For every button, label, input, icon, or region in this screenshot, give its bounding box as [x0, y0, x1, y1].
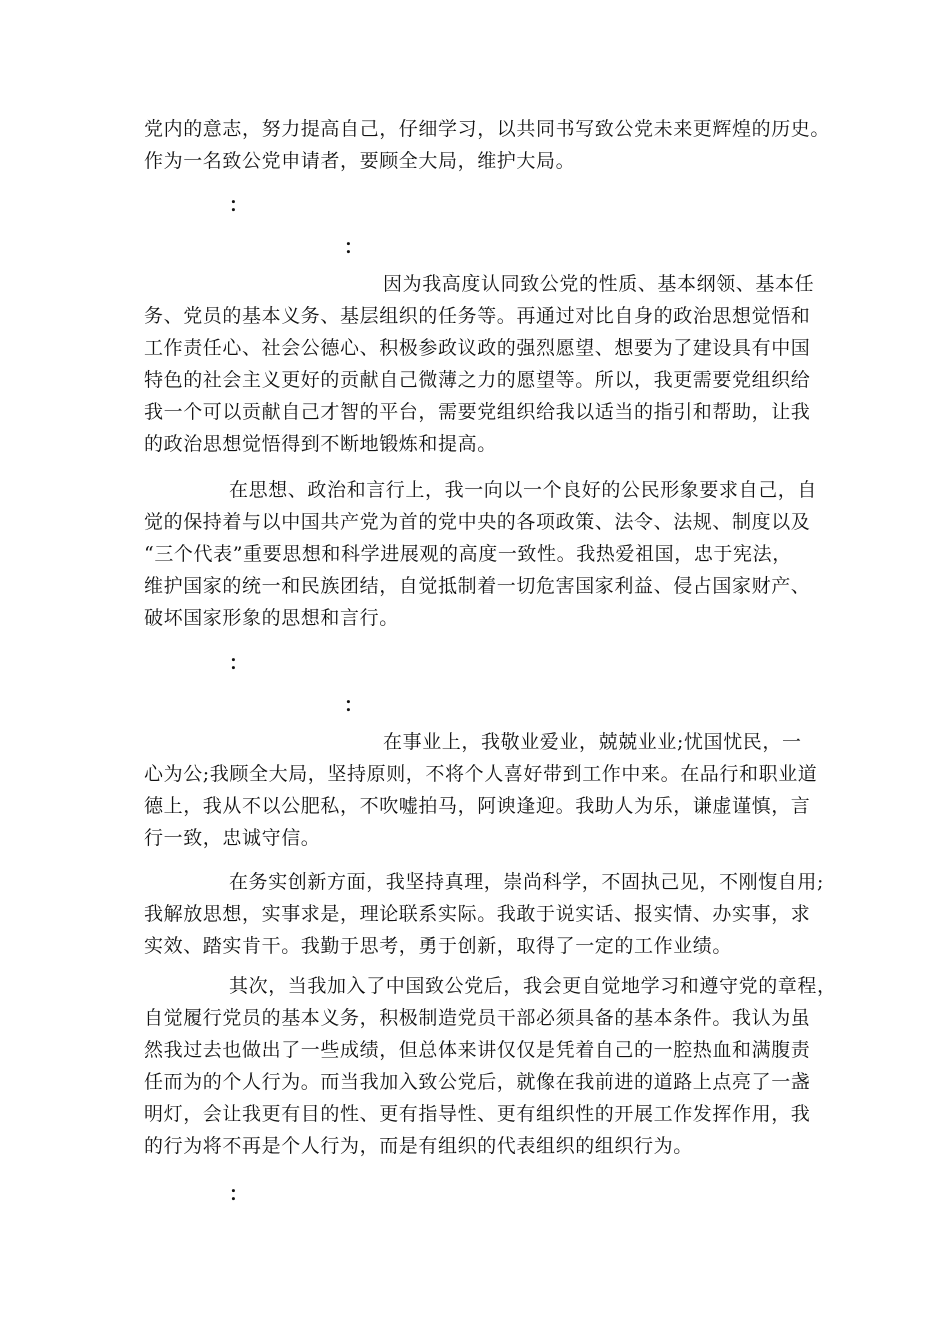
paragraph-2-line-5: 我一个可以贡献自己才智的平台，需要党组织给我以适当的指引和帮助，让我	[144, 401, 811, 423]
paragraph-4-line-1: 在事业上，我敬业爱业，兢兢业业;忧国忧民，一	[383, 731, 802, 753]
paragraph-5-line-1: 在务实创新方面，我坚持真理，崇尚科学，不固执己见，不刚愎自用;	[229, 871, 825, 893]
paragraph-5-line-2: 我解放思想，实事求是，理论联系实际。我敢于说实话、报实情、办实事，求	[144, 903, 811, 925]
paragraph-5-line-3: 实效、踏实肯干。我勤于思考，勇于创新，取得了一定的工作业绩。	[144, 935, 733, 957]
paragraph-3-line-2: 觉的保持着与以中国共产党为首的党中央的各项政策、法令、法规、制度以及	[144, 511, 811, 533]
paragraph-3-line-1: 在思想、政治和言行上，我一向以一个良好的公民形象要求自己，自	[229, 479, 818, 501]
paragraph-3-line-5: 破坏国家形象的思想和言行。	[144, 607, 399, 629]
paragraph-1-line-1: 党内的意志，努力提高自己，仔细学习，以共同书写致公党未来更辉煌的历史。	[144, 118, 831, 140]
paragraph-2-line-6: 的政治思想觉悟得到不断地锻炼和提高。	[144, 433, 497, 455]
colon-mark-3: ：	[229, 652, 249, 674]
colon-mark-4: ：	[344, 694, 364, 716]
colon-mark-5: ：	[229, 1183, 249, 1205]
paragraph-2-line-3: 工作责任心、社会公德心、积极参政议政的强烈愿望、想要为了建设具有中国	[144, 337, 811, 359]
paragraph-6-line-4: 任而为的个人行为。而当我加入致公党后，就像在我前进的道路上点亮了一盏	[144, 1071, 811, 1093]
paragraph-2-line-1: 因为我高度认同致公党的性质、基本纲领、基本任	[383, 273, 815, 295]
paragraph-1-line-2: 作为一名致公党申请者，要顾全大局，维护大局。	[144, 150, 576, 172]
colon-mark-2: ：	[344, 236, 364, 258]
paragraph-3-line-4: 维护国家的统一和民族团结，自觉抵制着一切危害国家利益、侵占国家财产、	[144, 575, 811, 597]
paragraph-6-line-5: 明灯，会让我更有目的性、更有指导性、更有组织性的开展工作发挥作用，我	[144, 1103, 811, 1125]
paragraph-6-line-2: 自觉履行党员的基本义务，积极制造党员干部必须具备的基本条件。我认为虽	[144, 1007, 811, 1029]
paragraph-6-line-3: 然我过去也做出了一些成绩，但总体来讲仅仅是凭着自己的一腔热血和满腹责	[144, 1039, 811, 1061]
paragraph-6-line-1: 其次，当我加入了中国致公党后，我会更自觉地学习和遵守党的章程，	[229, 975, 837, 997]
colon-mark-1: ：	[229, 194, 249, 216]
paragraph-4-line-2: 心为公;我顾全大局，坚持原则，不将个人喜好带到工作中来。在品行和职业道	[144, 763, 818, 785]
paragraph-6-line-6: 的行为将不再是个人行为，而是有组织的代表组织的组织行为。	[144, 1135, 693, 1157]
paragraph-2-line-2: 务、党员的基本义务、基层组织的任务等。再通过对比自身的政治思想觉悟和	[144, 305, 811, 327]
paragraph-4-line-3: 德上，我从不以公肥私，不吹嘘拍马，阿谀逢迎。我助人为乐，谦虚谨慎，言	[144, 795, 811, 817]
paragraph-3-line-3: “三个代表”重要思想和科学进展观的高度一致性。我热爱祖国，忠于宪法，	[144, 543, 792, 565]
paragraph-4-line-4: 行一致，忠诚守信。	[144, 827, 321, 849]
paragraph-2-line-4: 特色的社会主义更好的贡献自己微薄之力的愿望等。所以，我更需要党组织给	[144, 369, 811, 391]
